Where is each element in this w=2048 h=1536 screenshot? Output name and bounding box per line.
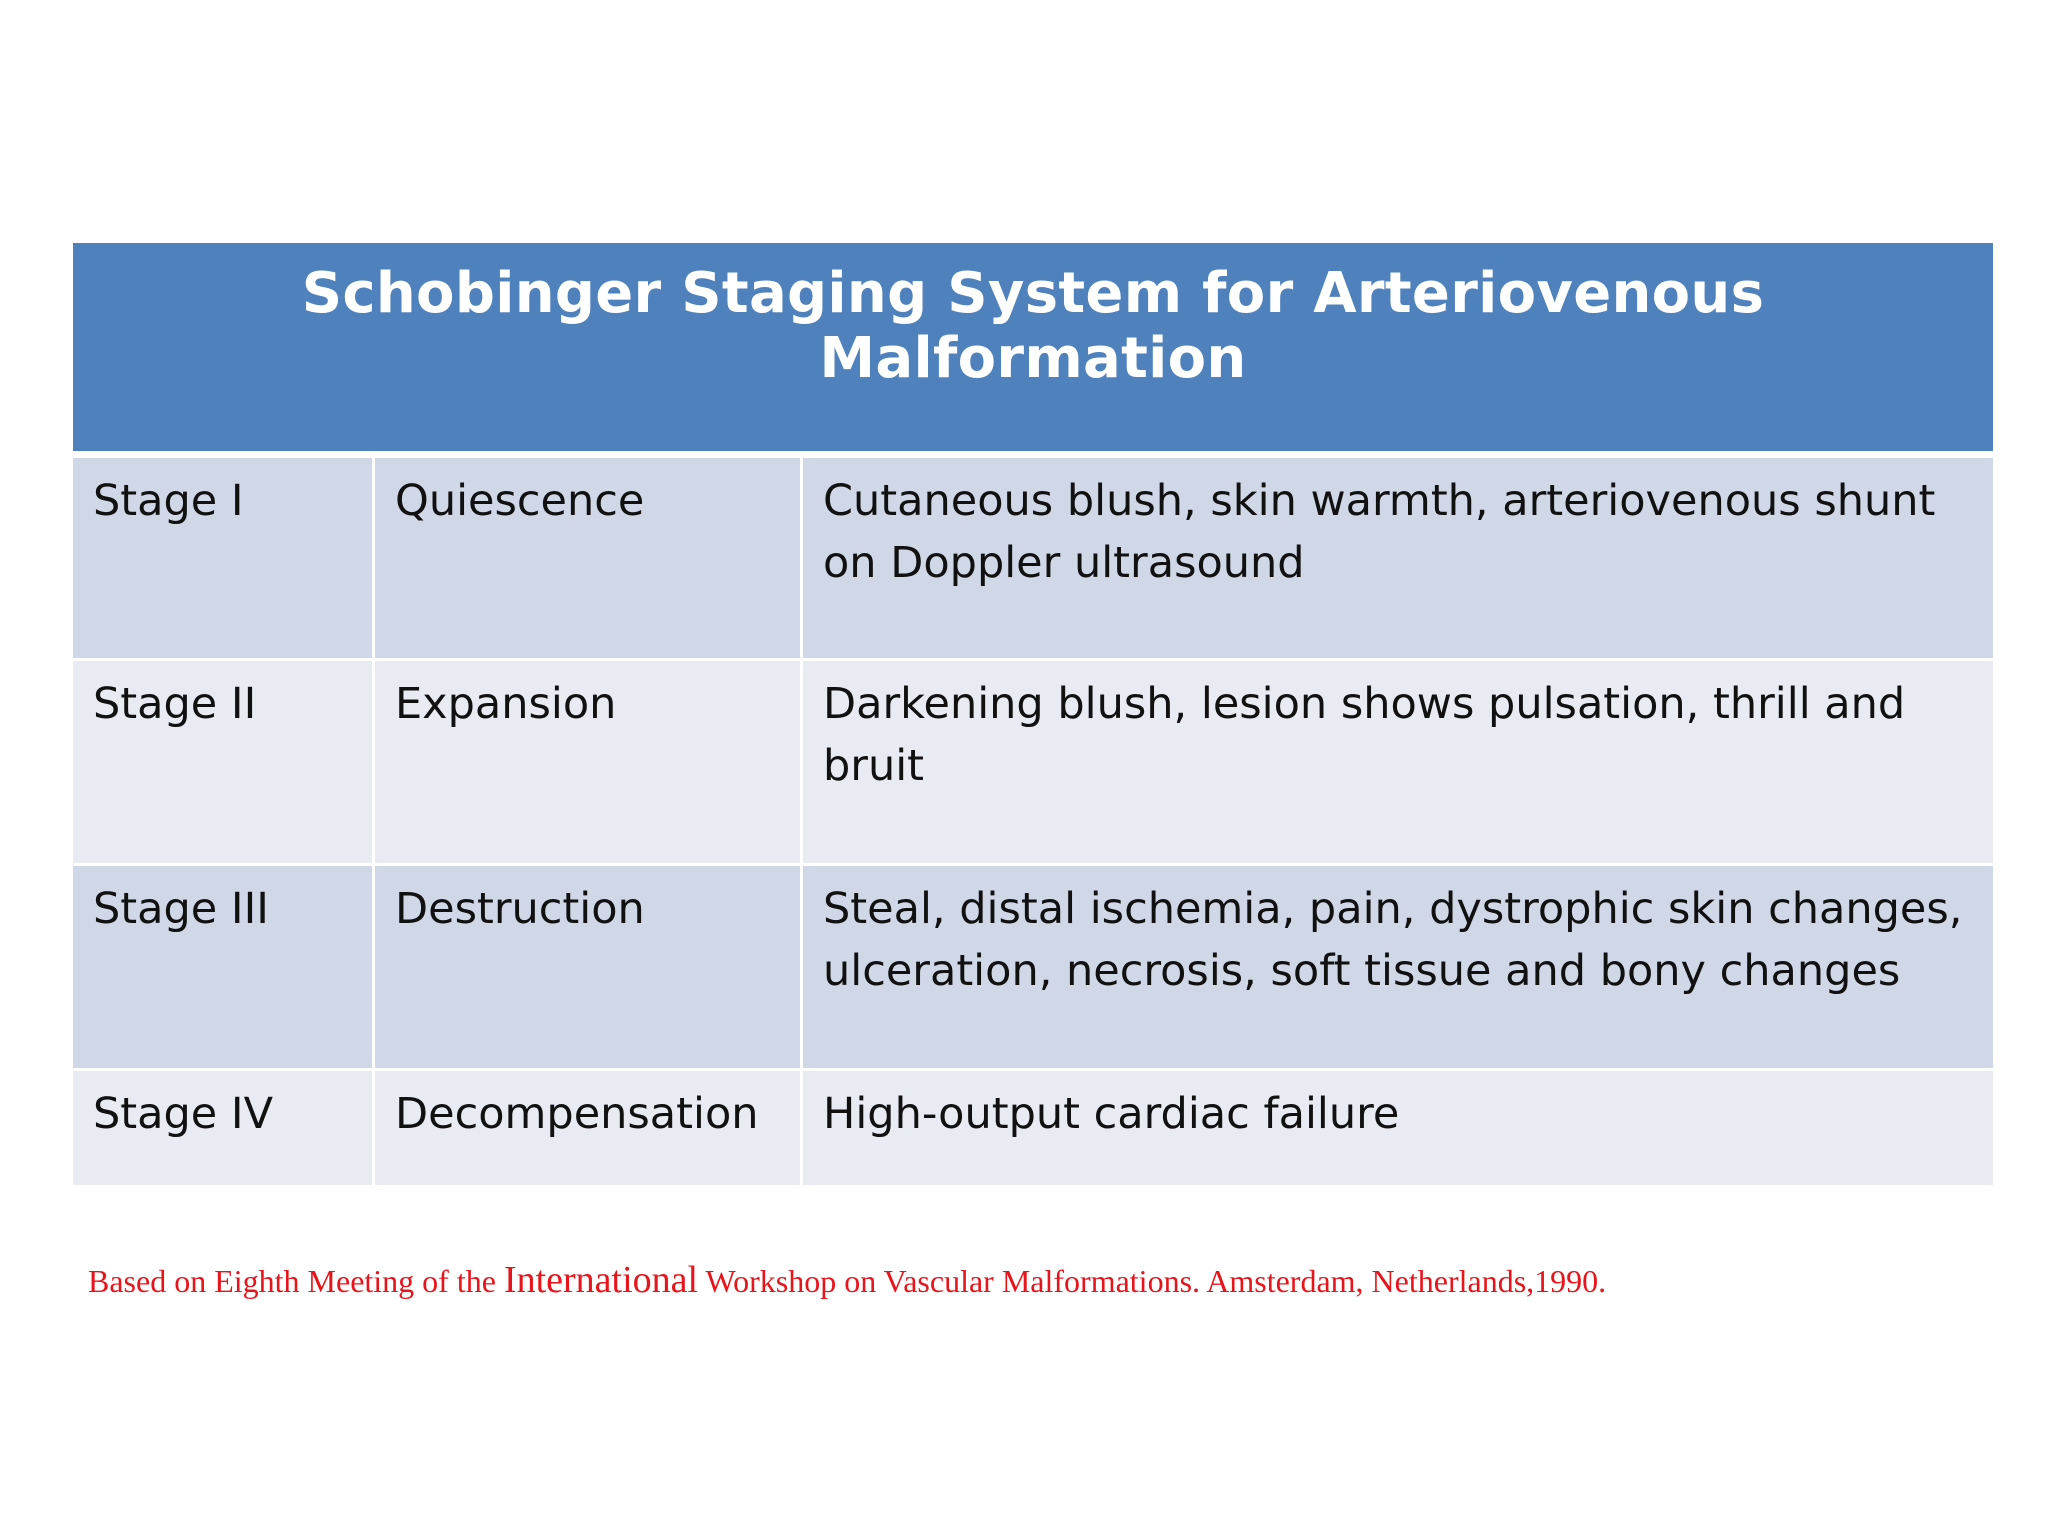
table-row xyxy=(72,455,1995,660)
citation-text-start: Based on Eighth Meeting of the xyxy=(88,1263,504,1299)
header-row xyxy=(72,242,1995,455)
citation xyxy=(88,1258,1988,1302)
stage-cell: Stage I xyxy=(72,455,374,660)
stage-cell: Stage II xyxy=(72,660,374,865)
stage-description-cell: High-output cardiac failure xyxy=(802,1070,1995,1187)
citation-emphasis: International xyxy=(503,1259,699,1301)
citation-text-end: Workshop on Vascular Malformations. Amsterdam, Netherlands,1990. xyxy=(698,1263,1607,1299)
table-title: Schobinger Staging System for Arteriovenous Malformation xyxy=(72,242,1995,455)
stage-description-cell: Cutaneous blush, skin warmth, arteriovenous shunt on Doppler ultrasound xyxy=(802,455,1995,660)
stage-name-cell: Quiescence xyxy=(374,455,802,660)
stage-name-cell: Expansion xyxy=(374,660,802,865)
stage-description-cell: Steal, distal ischemia, pain, dystrophic skin changes, ulceration, necrosis, soft tissue and bony changes xyxy=(802,865,1995,1070)
table-body xyxy=(72,455,1995,1187)
table-row xyxy=(72,660,1995,865)
table-row xyxy=(72,1070,1995,1187)
stage-name-cell: Decompensation xyxy=(374,1070,802,1187)
stage-cell: Stage IV xyxy=(72,1070,374,1187)
table-row xyxy=(72,865,1995,1070)
table-header xyxy=(72,242,1995,455)
stage-name-cell: Destruction xyxy=(374,865,802,1070)
staging-table xyxy=(70,240,1996,1188)
stage-cell: Stage III xyxy=(72,865,374,1070)
stage-description-cell: Darkening blush, lesion shows pulsation, thrill and bruit xyxy=(802,660,1995,865)
